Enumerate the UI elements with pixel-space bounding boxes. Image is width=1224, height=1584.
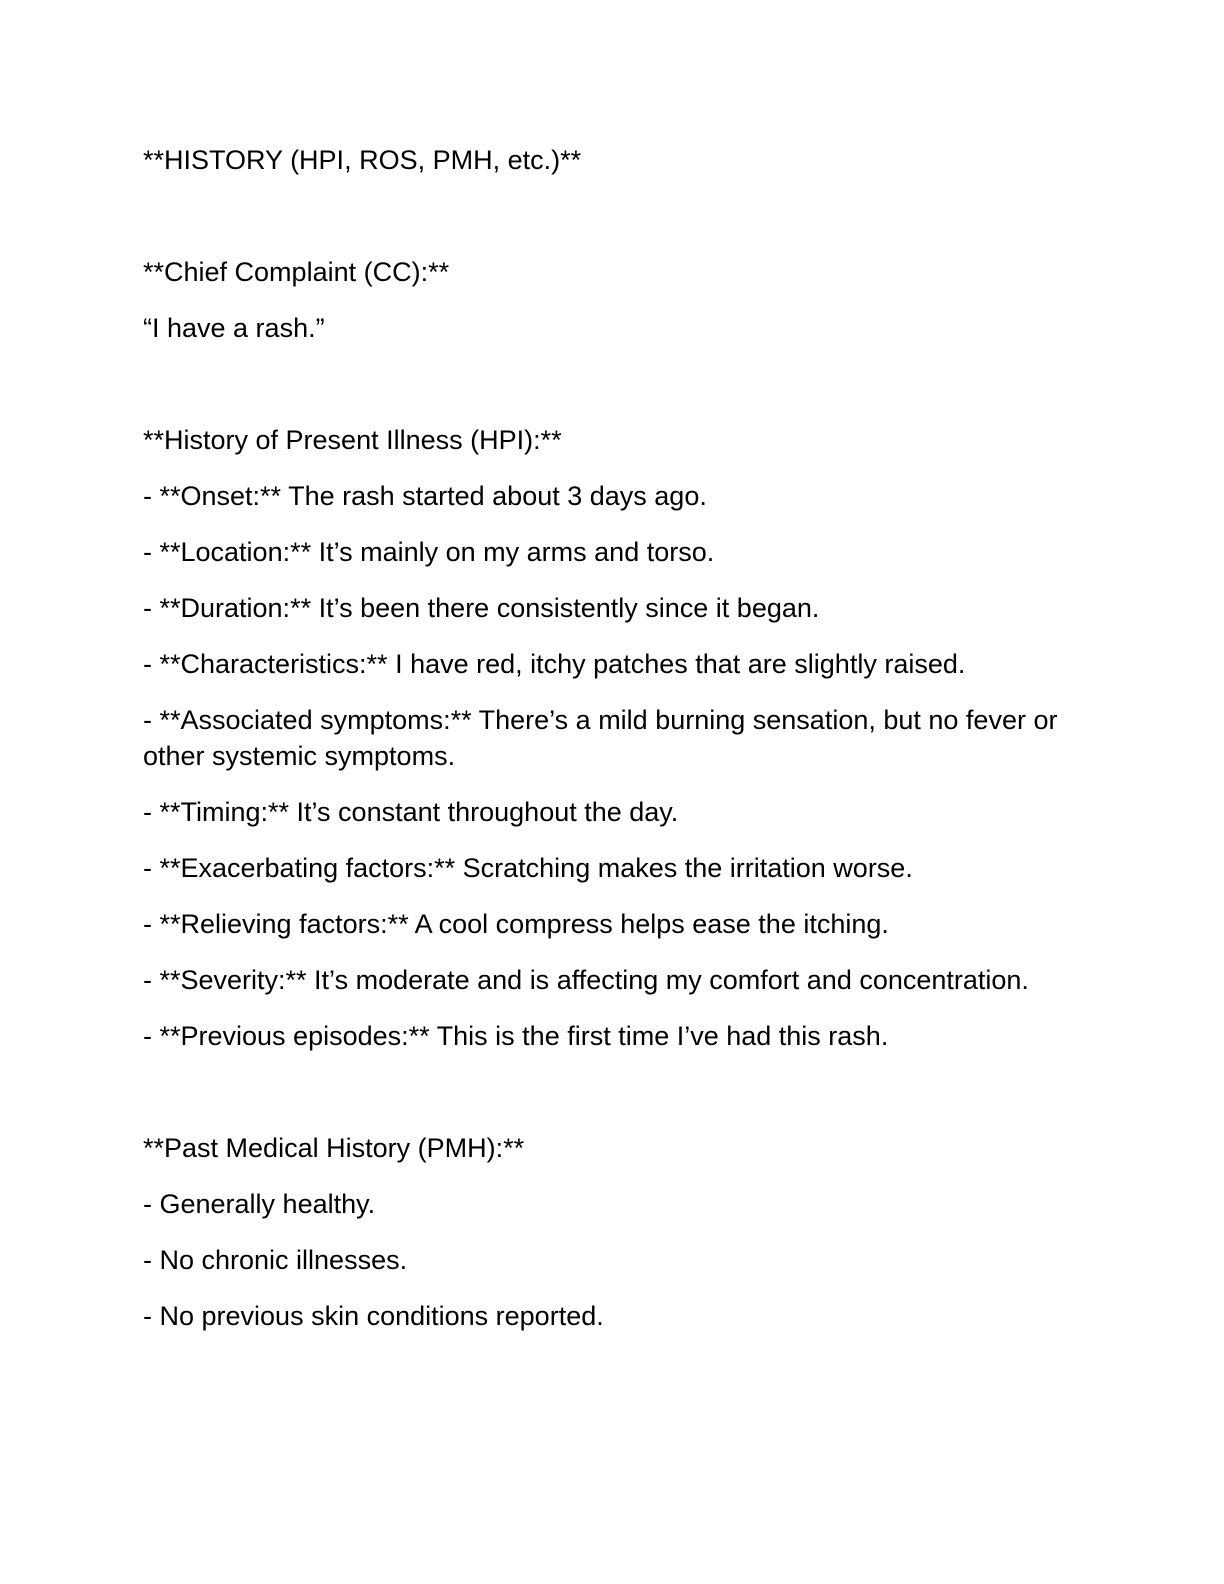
hpi-heading: **History of Present Illness (HPI):** [143,425,562,455]
hpi-item-relieving-factors: - **Relieving factors:** A cool compress helps ease the itching. [143,909,889,939]
hpi-item-exacerbating-factors: - **Exacerbating factors:** Scratching makes the irritation worse. [143,853,913,883]
pmh-item-generally-healthy: - Generally healthy. [143,1189,376,1219]
hpi-item-severity: - **Severity:** It’s moderate and is affecting my comfort and concentration. [143,965,1029,995]
hpi-item-location: - **Location:** It’s mainly on my arms and torso. [143,537,715,567]
hpi-item-onset: - **Onset:** The rash started about 3 days ago. [143,481,707,511]
hpi-item-associated-symptoms: - **Associated symptoms:** There’s a mild burning sensation, but no fever or other systemic symptoms. [143,705,1058,771]
chief-complaint-heading: **Chief Complaint (CC):** [143,257,450,287]
blank-line [143,198,1081,234]
pmh-item-no-previous-skin-conditions: - No previous skin conditions reported. [143,1301,604,1331]
hpi-item-duration: - **Duration:** It’s been there consistently since it began. [143,593,820,623]
chief-complaint-quote: “I have a rash.” [143,313,325,343]
pmh-item-no-chronic-illnesses: - No chronic illnesses. [143,1245,408,1275]
hpi-item-previous-episodes: - **Previous episodes:** This is the first time I’ve had this rash. [143,1021,889,1051]
blank-line [143,366,1081,402]
blank-line [143,1074,1081,1110]
pmh-heading: **Past Medical History (PMH):** [143,1133,525,1163]
hpi-item-timing: - **Timing:** It’s constant throughout the day. [143,797,679,827]
doc-title: **HISTORY (HPI, ROS, PMH, etc.)** [143,145,582,175]
hpi-item-characteristics: - **Characteristics:** I have red, itchy patches that are slightly raised. [143,649,966,679]
